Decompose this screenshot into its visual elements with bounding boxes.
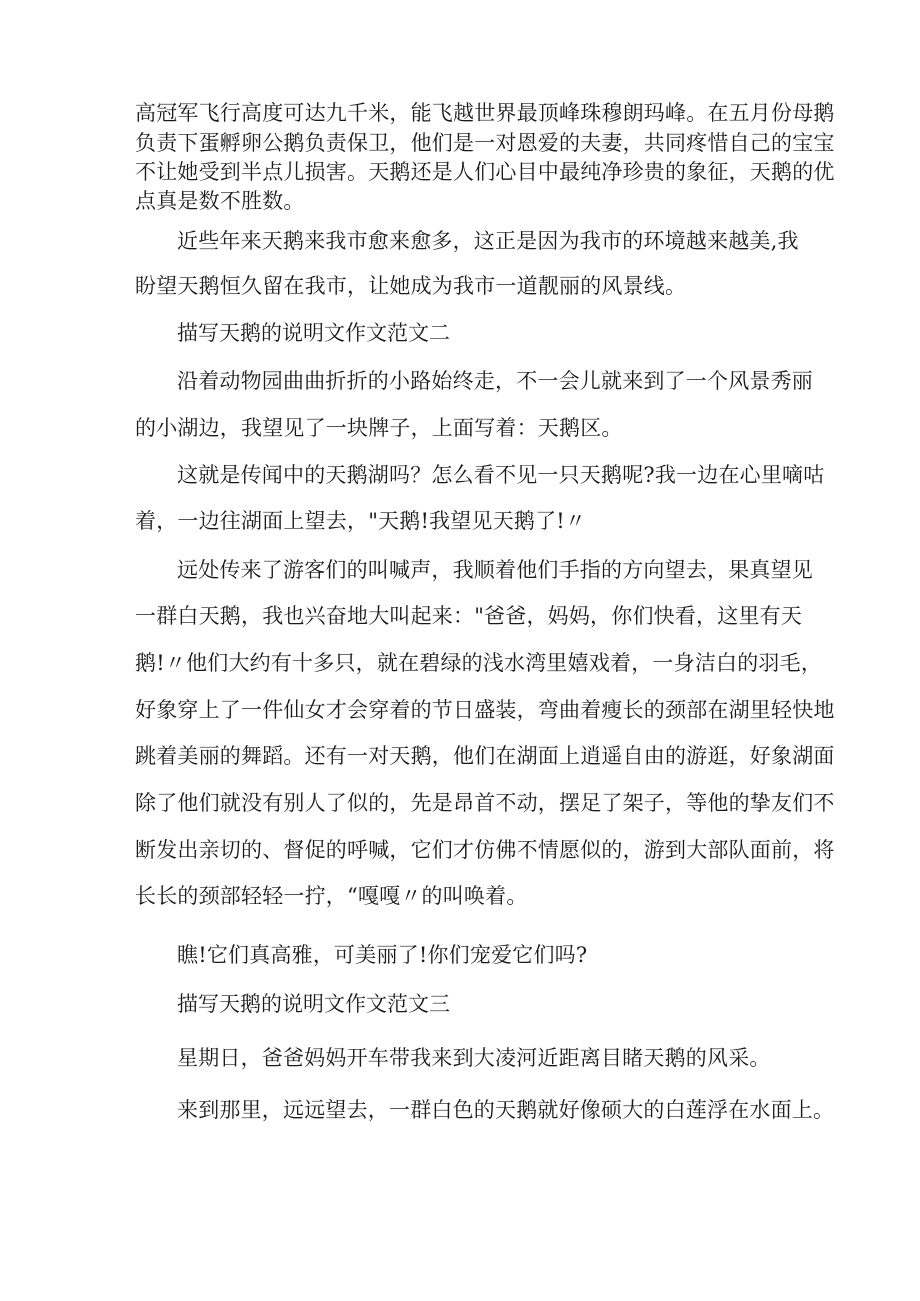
section-heading: 描写天鹅的说明文作文范文二 [177,321,450,345]
text-line: 除了他们就没有别人了似的，先是昂首不动，摆足了架子，等他的挚友们不 [135,791,835,815]
text-line: 高冠军飞行高度可达九千米，能飞越世界最顶峰珠穆朗玛峰。在五月份母鹅 [135,101,835,125]
text-line: 鹅!〃他们大约有十多只，就在碧绿的浅水湾里嬉戏着，一身洁白的羽毛， [135,651,823,675]
text-line: 长长的颈部轻轻一拧，“嘎嘎〃的叫唤着。 [135,884,528,908]
paragraph-first-line: 近些年来天鹅来我市愈来愈多，这正是因为我市的环境越来越美,我 [177,229,799,253]
paragraph-first-line: 来到那里，远远望去，一群白色的天鹅就好像硕大的白莲浮在水面上。 [177,1098,835,1122]
text-line: 断发出亲切的、督促的呼喊，它们才仿佛不情愿似的，游到大部队面前，将 [135,838,835,862]
text-line: 点真是数不胜数。 [135,189,305,213]
text-line: 着，一边往湖面上望去，"天鹅!我望见天鹅了!〃 [135,509,587,533]
text-line: 的小湖边，我望见了一块牌子，上面写着：天鹅区。 [135,416,623,440]
text-line: 好象穿上了一件仙女才会穿着的节日盛装，弯曲着瘦长的颈部在湖里轻快地 [135,698,835,722]
paragraph-first-line: 星期日，爸爸妈妈开车带我来到大凌河近距离目睹天鹅的风采。 [177,1046,771,1070]
text-line: 负责下蛋孵卵公鹅负责保卫，他们是一对恩爱的夫妻，共同疼惜自己的宝宝 [135,131,835,155]
text-line: 一群白天鹅，我也兴奋地大叫起来："爸爸，妈妈，你们快看，这里有天 [135,604,803,628]
text-line: 盼望天鹅恒久留在我市，让她成为我市一道靓丽的风景线。 [135,274,687,298]
text-line: 不让她受到半点儿损害。天鹅还是人们心目中最纯净珍贵的象征，天鹅的优 [135,160,835,184]
section-heading: 描写天鹅的说明文作文范文三 [177,992,450,1016]
paragraph-first-line: 瞧!它们真高雅，可美丽了!你们宠爱它们吗? [177,943,588,967]
paragraph-first-line: 这就是传闻中的天鹅湖吗？怎么看不见一只天鹅呢?我一边在心里嘀咕 [177,463,825,487]
paragraph-first-line: 远处传来了游客们的叫喊声，我顺着他们手指的方向望去，果真望见 [177,558,813,582]
text-line: 跳着美丽的舞蹈。还有一对天鹅，他们在湖面上逍遥自由的游逛，好象湖面 [135,744,835,768]
paragraph-first-line: 沿着动物园曲曲折折的小路始终走，不一会儿就来到了一个风景秀丽 [177,369,813,393]
